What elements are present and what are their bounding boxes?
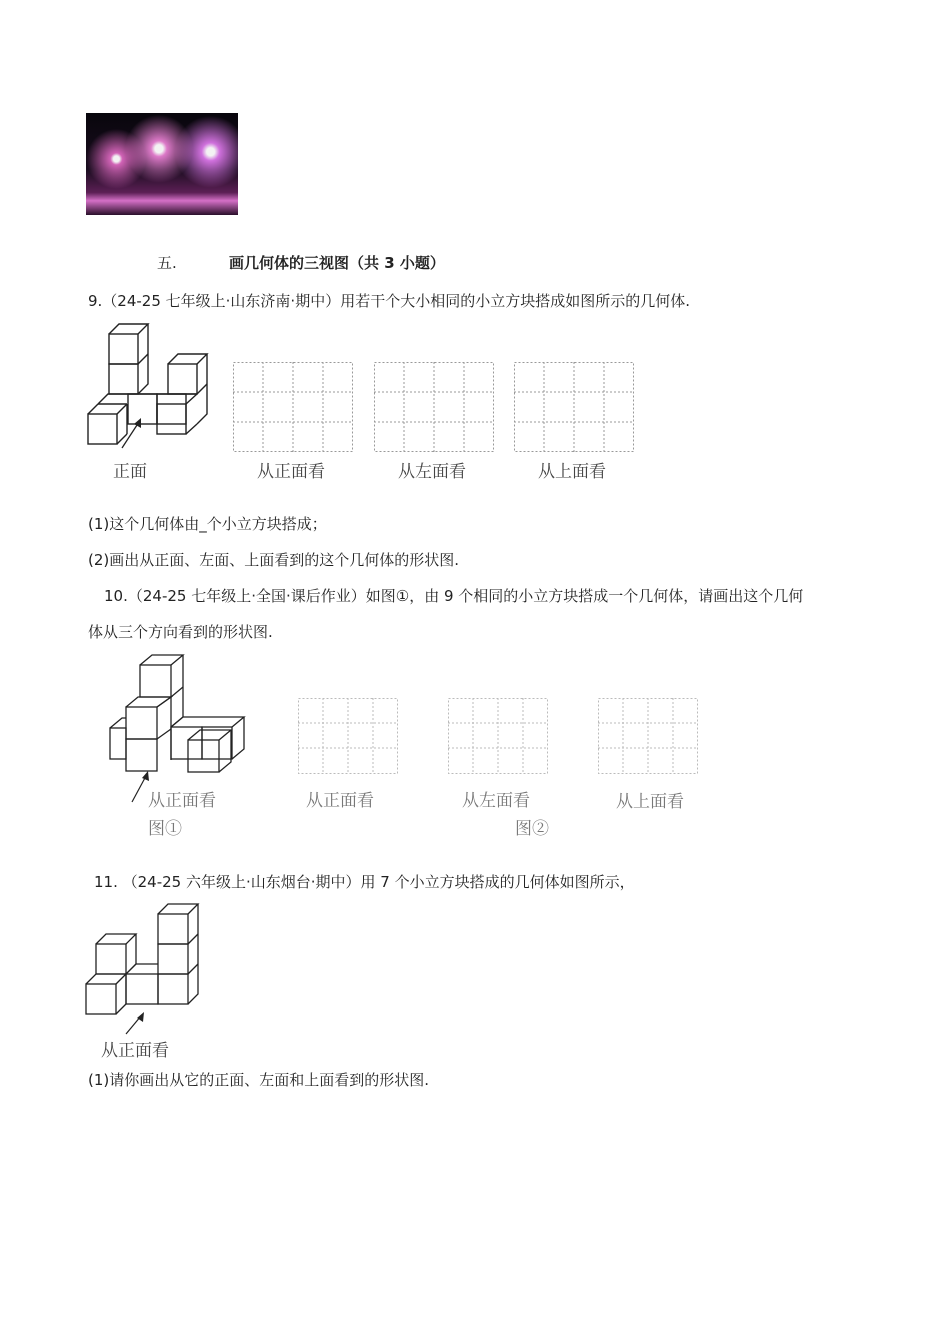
q10-grid-front	[298, 698, 398, 774]
q10-fig2-caption: 图②	[515, 819, 549, 839]
q9-view-label-front: 从正面看	[257, 462, 325, 482]
q10-view-label-top: 从上面看	[616, 792, 684, 812]
q10-cube-figure	[108, 654, 250, 804]
q9-front-label: 正面	[113, 462, 147, 482]
q9-part2: (2)画出从正面、左面、上面看到的这个几何体的形状图.	[88, 551, 460, 569]
q9-view-label-top: 从上面看	[538, 462, 606, 482]
q10-grid-left	[448, 698, 548, 774]
q10-fig-arrow-label: 从正面看	[148, 791, 216, 811]
q9-grid-top	[514, 362, 634, 452]
q9-cube-figure	[86, 322, 216, 447]
q10-grid-top	[598, 698, 698, 774]
q11-fig-arrow-label: 从正面看	[101, 1041, 169, 1061]
q9-stem: 9.（24-25 七年级上·山东济南·期中）用若干个大小相同的小立方块搭成如图所示的几何体.	[88, 292, 690, 310]
q9-grid-left	[374, 362, 494, 452]
q10-stem-line1: 10.（24-25 七年级上·全国·课后作业）如图①，由 9 个相同的小立方块搭成一个几何体，请画出这个几何	[104, 587, 804, 605]
q11-part1: (1)请你画出从它的正面、左面和上面看到的形状图.	[88, 1071, 430, 1089]
q9-grid-front	[233, 362, 353, 452]
fireworks-photo	[86, 113, 238, 215]
section-number: 五.	[157, 254, 177, 272]
section-title: 画几何体的三视图（共 3 小题）	[229, 254, 445, 272]
q10-view-label-front: 从正面看	[306, 791, 374, 811]
q11-stem: 11. （24-25 六年级上·山东烟台·期中）用 7 个小立方块搭成的几何体如图所示，	[94, 873, 635, 891]
q10-stem-line2: 体从三个方向看到的形状图.	[88, 623, 273, 641]
q9-part1: (1)这个几何体由_个小立方块搭成；	[88, 515, 327, 533]
q9-view-label-left: 从左面看	[398, 462, 466, 482]
q10-fig1-caption: 图①	[148, 819, 182, 839]
q10-view-label-left: 从左面看	[462, 791, 530, 811]
q11-cube-figure	[86, 902, 206, 1037]
